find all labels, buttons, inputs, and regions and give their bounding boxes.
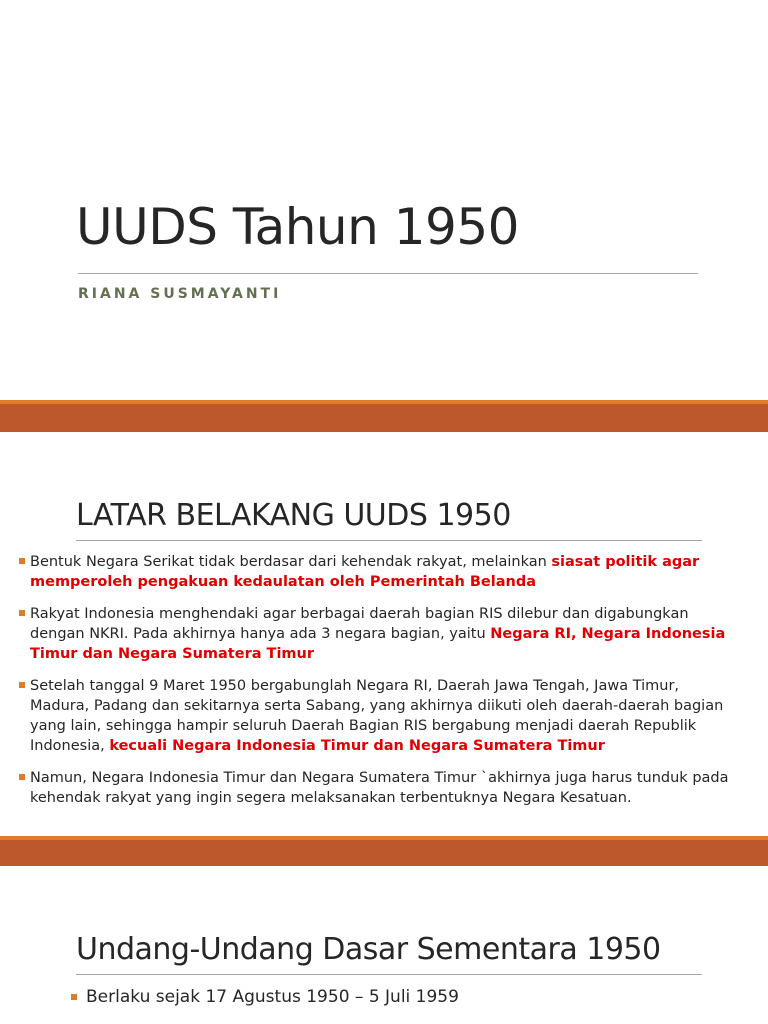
bullet-text: Berlaku sejak 17 Agustus 1950 – 5 Juli 1959 [86,987,459,1007]
square-bullet-icon [19,558,25,564]
heading-underline [76,540,702,541]
slide-separator [0,400,768,432]
slide-heading: Undang-Undang Dasar Sementara 1950 [76,932,661,967]
bullet-highlight: Negara RI, Negara Indonesia Timur dan Negara Sumatera Timur [30,626,726,662]
bullet-highlight: kecuali Negara Indonesia Timur dan Negara Sumatera Timur [109,738,605,754]
bullet-highlight: siasat politik agar memperoleh pengakuan kedaulatan oleh Pemerintah Belanda [30,554,700,590]
title-underline [78,273,698,274]
list-item [18,768,734,808]
slide-title-heading: UUDS Tahun 1950 [76,198,519,256]
bullet-text: Bentuk Negara Serikat tidak berdasar dari kehendak rakyat, melainkan [30,554,552,570]
square-bullet-icon [71,994,77,1000]
slide-title [0,0,768,400]
bullet-text: Namun, Negara Indonesia Timur dan Negara Sumatera Timur `akhirnya juga harus tunduk pada kehendak rakyat yang ingin segera melaksanakan terbentuknya Negara Kesatuan. [30,770,729,806]
bullet-list [70,986,750,1020]
bullet-text: Setelah tanggal 9 Maret 1950 bergabunglah Negara RI, Daerah Jawa Tengah, Jawa Timur, Madura, Padang dan sekitarnya serta Sabang, yang akhirnya diikuti oleh daerah-daerah bagian yang lain, sehingga hampir seluruh Daerah Bagian RIS bergabung menjadi daerah Republik Indonesia, [30,678,724,754]
slide-subtitle-author: RIANA SUSMAYANTI [78,286,282,302]
slide-latar-belakang [0,432,768,836]
bullet-list [18,552,734,820]
slide-separator [0,836,768,866]
heading-underline [76,974,702,975]
list-item [70,986,750,1008]
list-item [18,552,734,592]
square-bullet-icon [19,774,25,780]
slide-uuds-1950 [0,866,768,1024]
list-item [18,604,734,664]
square-bullet-icon [19,682,25,688]
list-item [18,676,734,756]
square-bullet-icon [19,610,25,616]
bullet-text: Rakyat Indonesia menghendaki agar berbagai daerah bagian RIS dilebur dan digabungkan dengan NKRI. Pada akhirnya hanya ada 3 negara bagian, yaitu [30,606,689,642]
slide-heading: LATAR BELAKANG UUDS 1950 [76,498,511,533]
